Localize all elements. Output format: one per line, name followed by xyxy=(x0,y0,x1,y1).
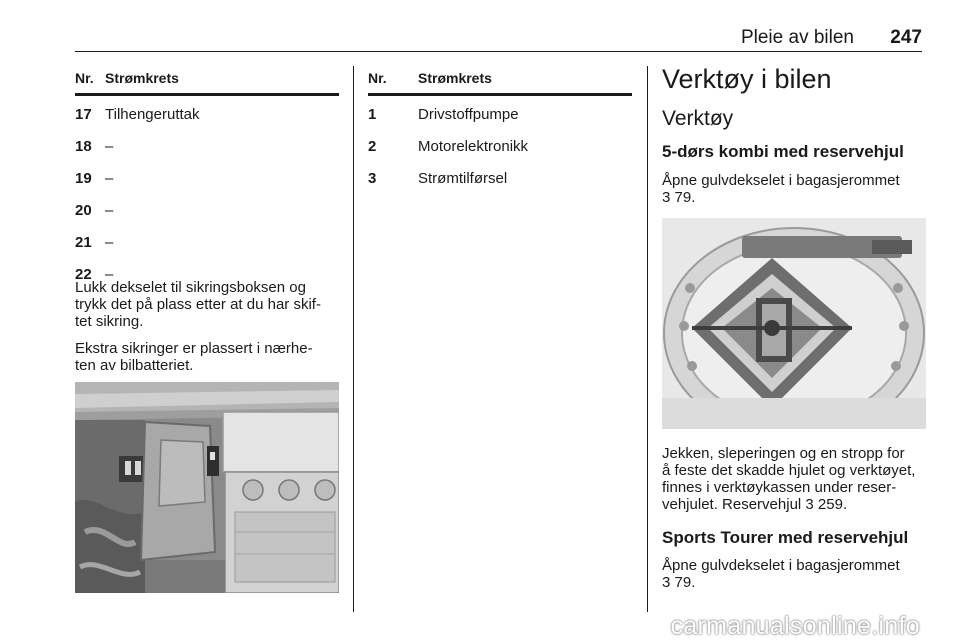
text-line: Ekstra sikringer er plassert i nærhe- xyxy=(75,340,313,357)
text-line: vehjulet. Reservehjul 3 259. xyxy=(662,496,848,513)
table-row xyxy=(368,128,632,160)
table-row xyxy=(368,96,632,128)
section-heading: Verktøy i bilen xyxy=(662,64,832,94)
row-circuit: Drivstoffpumpe xyxy=(418,106,519,123)
spare-wheel-tools-photo xyxy=(662,218,926,429)
watermark: carmanualsonline.info xyxy=(670,612,920,640)
row-circuit: Strømtilførsel xyxy=(418,170,508,187)
row-nr: 3 xyxy=(368,170,377,187)
row-nr: 21 xyxy=(75,234,92,251)
jack-and-tools-illustration xyxy=(662,218,926,429)
column-divider-1 xyxy=(353,66,354,612)
table-header xyxy=(75,66,339,93)
text-line: finnes i verktøykassen under reser- xyxy=(662,479,897,496)
spare-fuse-note xyxy=(75,340,345,374)
row-nr: 17 xyxy=(75,106,92,123)
row-circuit: – xyxy=(105,138,114,155)
col-header-circuit: Strømkrets xyxy=(105,70,179,86)
row-nr: 20 xyxy=(75,202,92,219)
engine-bay-photo xyxy=(75,382,339,593)
table-row xyxy=(75,192,339,224)
row-circuit: – xyxy=(105,202,114,219)
text-line: Jekken, sleperingen og en stropp for xyxy=(662,445,905,462)
engine-bay-illustration xyxy=(75,382,339,593)
jack-location-text xyxy=(662,445,947,513)
table-row xyxy=(75,160,339,192)
table-header xyxy=(368,66,632,93)
page-number: 247 xyxy=(890,27,922,48)
text-line: Åpne gulvdekselet i bagasjerommet xyxy=(662,557,900,574)
section-title: Pleie av bilen xyxy=(740,27,854,48)
table-row xyxy=(368,160,632,192)
fuse-box-instructions xyxy=(75,279,345,330)
table-row xyxy=(75,96,339,128)
text-line: 3 79. xyxy=(662,189,696,206)
col-header-circuit: Strømkrets xyxy=(418,70,492,86)
text-line: Åpne gulvdekselet i bagasjerommet xyxy=(662,172,900,189)
text-line: Lukk dekselet til sikringsboksen og xyxy=(75,279,306,296)
fuse-table-right xyxy=(368,66,632,192)
row-nr: 19 xyxy=(75,170,92,187)
col-header-nr: Nr. xyxy=(75,70,94,86)
row-circuit: – xyxy=(105,266,114,283)
variant-heading-estate: 5-dørs kombi med reservehjul xyxy=(662,142,904,161)
header-rule xyxy=(75,51,922,52)
text-line: trykk det på plass etter at du har skif- xyxy=(75,296,321,313)
open-floor-cover-text xyxy=(662,172,942,206)
text-line: å feste det skadde hjulet og verktøyet, xyxy=(662,462,916,479)
page-header xyxy=(0,0,960,52)
row-circuit: Tilhengeruttak xyxy=(105,106,200,123)
variant-heading-sports-tourer: Sports Tourer med reservehjul xyxy=(662,528,909,547)
row-nr: 1 xyxy=(368,106,377,123)
row-nr: 22 xyxy=(75,266,92,283)
subsection-heading: Verktøy xyxy=(662,107,734,130)
text-line: tet sikring. xyxy=(75,313,144,330)
text-line: ten av bilbatteriet. xyxy=(75,357,194,374)
fuse-table-left xyxy=(75,66,339,288)
row-circuit: – xyxy=(105,234,114,251)
row-circuit: Motorelektronikk xyxy=(418,138,529,155)
open-floor-cover-text-2 xyxy=(662,557,942,591)
text-line: 3 79. xyxy=(662,574,696,591)
row-circuit: – xyxy=(105,170,114,187)
row-nr: 18 xyxy=(75,138,92,155)
table-row xyxy=(75,128,339,160)
column-divider-2 xyxy=(647,66,648,612)
row-nr: 2 xyxy=(368,138,377,155)
col-header-nr: Nr. xyxy=(368,70,387,86)
table-row xyxy=(75,224,339,256)
